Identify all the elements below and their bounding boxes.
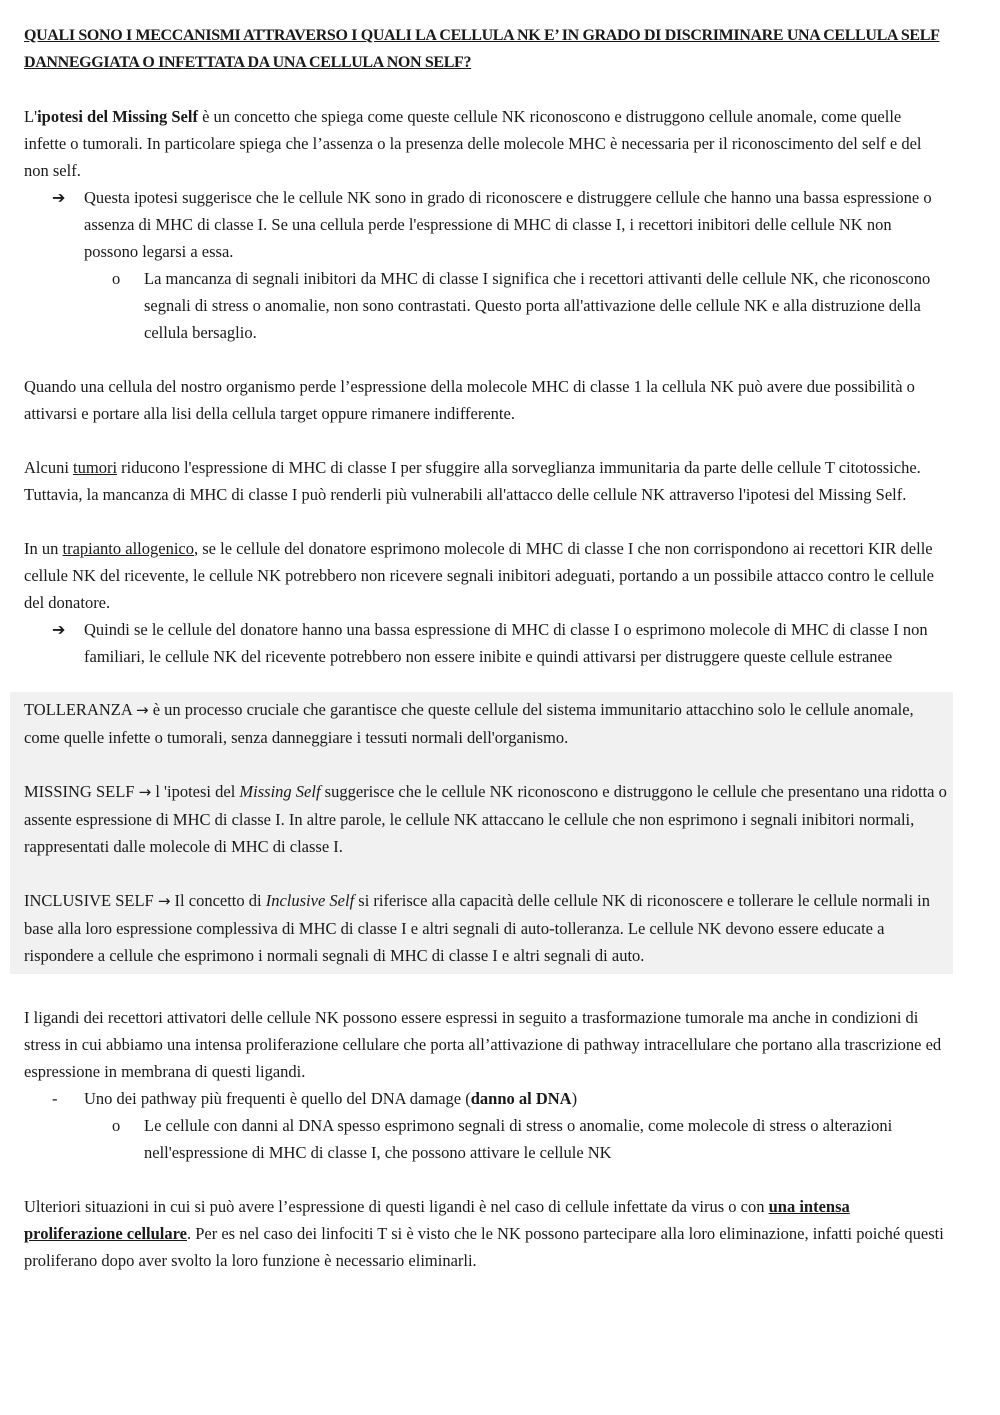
list-subitem-text: Le cellule con danni al DNA spesso esprimono segnali di stress o anomalie, come molecole di stress o alterazioni nell'espressione di MHC di classe I, che possono attivare le cellule NK [144,1116,893,1162]
paragraph-nk-possibilities: Quando una cellula del nostro organismo perde l’espressione della molecole MHC di classe 1 la cellula NK può avere due possibilità o attivarsi e portare alla lisi della cellula target oppure rimanere indifferente. [24,377,915,423]
arrow-icon: → [157,892,171,910]
list-item-text [84,1085,944,1112]
underlined-term: trapianto allogenico [62,539,194,558]
text-run: Ulteriori situazioni in cui si può avere l’espressione di questi ligandi è nel caso di cellule infettate da virus o con [24,1197,769,1216]
list-subitem [24,265,944,346]
list-item-text: Quindi se le cellule del donatore hanno una bassa espressione di MHC di classe I o esprimono molecole di MHC di classe I non familiari, le cellule NK del ricevente potrebbero non essere inibite e quindi attivarsi per distruggere queste cellule estranee [84,620,928,666]
definition-label: MISSING SELF [24,782,135,801]
arrow-bullet-icon: ➔ [52,620,66,639]
dash-bullet-icon: - [52,1089,58,1108]
italic-term: Inclusive Self [265,891,355,910]
text-run: L' [24,107,38,126]
list-item-dash [24,1085,944,1112]
definition-text: suggerisce che le cellule NK riconoscono e distruggono le cellule che presentano una ridotta o assente espressione di MHC di classe I. In altre parole, le cellule NK attaccano le cellule che non esprimono i segnali inibitori normali, rappresentati dalle molecole di MHC di classe I. [24,782,947,856]
text-run: In un [24,539,63,558]
definition-text: Il concetto di [170,891,266,910]
definition-inclusive-self [24,887,953,969]
paragraph-transplant [24,535,944,616]
arrow-bullet-icon: ➔ [52,188,66,207]
list-subitem [24,1112,944,1166]
list-subitem-text: La mancanza di segnali inibitori da MHC di classe I significa che i recettori attivanti delle cellule NK, che riconoscono segnali di stress o anomalie, non sono contrastati. Questo porta all'attivazione delle cellule NK e alla distruzione della cellula bersaglio. [144,269,931,342]
paragraph-other-situations [24,1193,944,1274]
paragraph-ligands: I ligandi dei recettori attivatori delle cellule NK possono essere espressi in seguito a trasformazione tumorale ma anche in condizioni di stress in cui abbiamo una intensa proliferazione cellulare che porta all’attivazione di pathway intracellulare che portano alla trascrizione ed espressione in membrana di questi ligandi. [24,1008,942,1081]
text-run: Alcuni [24,458,74,477]
bold-underlined-term: una intensa proliferazione cellulare [24,1197,850,1243]
text-run: riducono l'espressione di MHC di classe I per sfuggire alla sorveglianza immunitaria da parte delle cellule T citotossiche. Tuttavia, la mancanza di MHC di classe I può renderli più vulnerabili all'attacco delle cellule NK attraverso l'ipotesi del Missing Self. [24,458,921,504]
definition-text: l 'ipotesi del [151,782,240,801]
definitions-box [10,692,953,974]
definition-tolleranza [24,696,953,751]
list-item-text: Questa ipotesi suggerisce che le cellule NK sono in grado di riconoscere e distruggere cellule che hanno una bassa espressione o assenza di MHC di classe I. Se una cellula perde l'espressione di MHC di classe I, i recettori inibitori delle cellule NK non possono legarsi a essa. [84,188,932,261]
definition-label: INCLUSIVE SELF [24,891,154,910]
bold-term: danno al DNA [470,1089,572,1108]
document-page [24,22,947,1274]
definition-label: TOLLERANZA [24,700,132,719]
arrow-icon: → [138,783,152,801]
definition-missing-self [24,778,953,860]
bold-term: ipotesi del Missing Self [37,107,198,126]
text-run: ) [571,1089,578,1108]
paragraph-tumors [24,454,944,508]
arrow-icon: → [135,701,149,719]
list-item-arrow [24,616,944,670]
definition-text: si riferisce alla capacità delle cellule NK di riconoscere e tollerare le cellule normali in base alla loro espressione complessiva di MHC di classe I e altri segnali di auto-tolleranza. Le cellule NK devono essere educate a rispondere a cellule che esprimono i normali segnali di MHC di classe I e altri segnali di auto. [24,891,930,965]
circle-bullet-icon: o [112,1116,121,1135]
page-title: QUALI SONO I MECCANISMI ATTRAVERSO I QUALI LA CELLULA NK E’ IN GRADO DI DISCRIMINARE UNA CELLULA SELF DANNEGGIATA O INFETTATA DA UNA CELLULA NON SELF? [24,27,940,71]
underlined-term: tumori [73,458,118,477]
list-item-arrow [24,184,944,265]
text-run: . Per es nel caso dei linfociti T si è visto che le NK possono partecipare alla loro eliminazione, infatti poiché questi proliferano dopo aver svolto la loro funzione è necessario eliminarli. [24,1224,944,1270]
text-run: , se le cellule del donatore esprimono molecole di MHC di classe I che non corrispondono ai recettori KIR delle cellule NK del ricevente, le cellule NK potrebbero non ricevere segnali inibitori adeguati, portando a un possibile attacco contro le cellule del donatore. [24,539,934,612]
definition-text: è un processo cruciale che garantisce che queste cellule del sistema immunitario attacchino solo le cellule anomale, come quelle infette o tumorali, senza danneggiare i tessuti normali dell'organismo. [24,700,914,747]
paragraph-missing-self-intro [24,103,944,184]
circle-bullet-icon: o [112,269,121,288]
text-run: Uno dei pathway più frequenti è quello del DNA damage ( [84,1089,471,1108]
text-run: è un concetto che spiega come queste cellule NK riconoscono e distruggono cellule anomale, come quelle infette o tumorali. In particolare spiega che l’assenza o la presenza delle molecole MHC è necessaria per il riconoscimento del self e del non self. [24,107,922,180]
italic-term: Missing Self [239,782,321,801]
